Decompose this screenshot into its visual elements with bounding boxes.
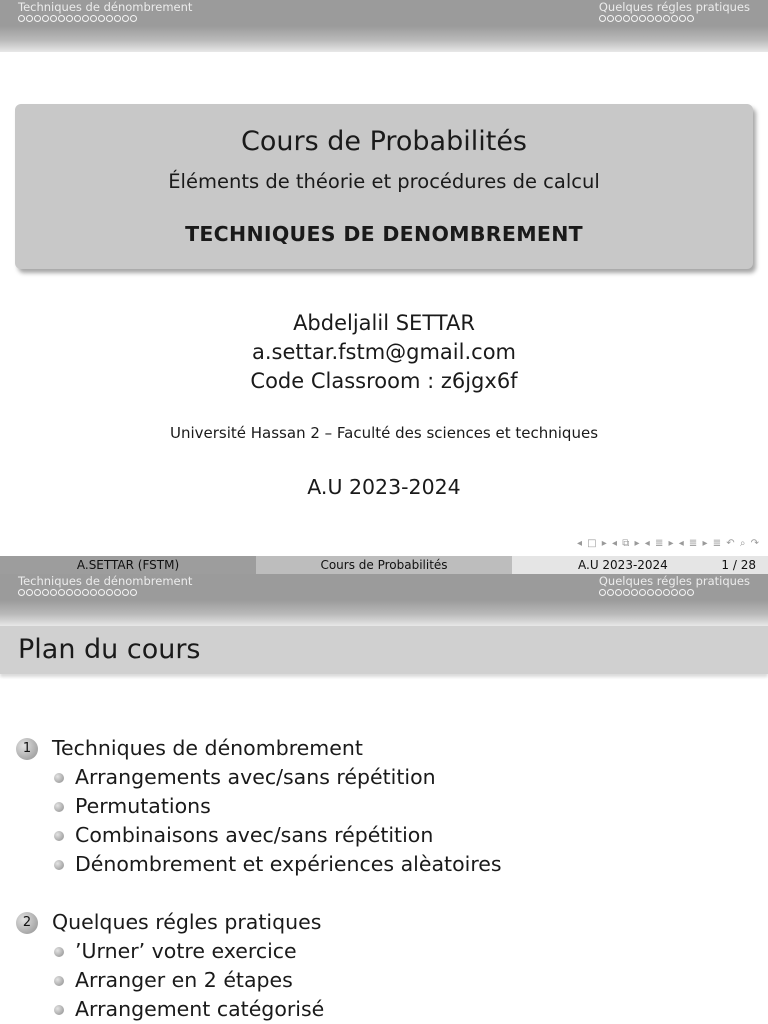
frame-dot-icon[interactable] (679, 15, 686, 22)
frame-dot-icon[interactable] (50, 589, 57, 596)
frame-dot-icon[interactable] (98, 15, 105, 22)
frame-dot-icon[interactable] (66, 589, 73, 596)
toc-section-title: Techniques de dénombrement (52, 736, 363, 760)
toc-subsection-title: ’Urner’ votre exercice (75, 939, 297, 963)
course-subtitle: Éléments de théorie et procédures de calcul (168, 170, 600, 193)
nav-frame-dots[interactable] (18, 589, 192, 596)
section-nav-icon[interactable]: ◂ ≣ ▸ (644, 538, 675, 549)
frame-dot-icon[interactable] (66, 15, 73, 22)
subsection-nav-icon[interactable]: ◂ ⧉ ▸ (612, 538, 641, 549)
frame-nav-icon[interactable]: ◂ □ ▸ (576, 538, 608, 549)
frame-dot-icon[interactable] (615, 15, 622, 22)
nav-section-regles[interactable] (599, 1, 750, 22)
frame-dot-icon[interactable] (615, 589, 622, 596)
bullet-icon (54, 773, 64, 783)
frame-dot-icon[interactable] (90, 589, 97, 596)
frame-dot-icon[interactable] (631, 15, 638, 22)
frame-dot-icon[interactable] (26, 589, 33, 596)
course-title: Cours de Probabilités (241, 126, 527, 157)
frame-dot-icon[interactable] (623, 15, 630, 22)
title-block (15, 104, 753, 269)
frame-dot-icon[interactable] (687, 15, 694, 22)
frame-dot-icon[interactable] (42, 589, 49, 596)
frame-title: Plan du cours (18, 634, 201, 665)
frame-dot-icon[interactable] (639, 589, 646, 596)
frame-dot-icon[interactable] (34, 15, 41, 22)
frame-dot-icon[interactable] (50, 15, 57, 22)
frame-dot-icon[interactable] (130, 15, 137, 22)
nav-frame-dots[interactable] (18, 15, 192, 22)
frame-dot-icon[interactable] (34, 589, 41, 596)
nav-section-regles[interactable] (599, 575, 750, 596)
frame-dot-icon[interactable] (607, 589, 614, 596)
author-email: a.settar.fstm@gmail.com (252, 340, 516, 364)
toc-subsection-title: Arrangements avec/sans répétition (75, 765, 436, 789)
bullet-icon (54, 976, 64, 986)
frame-dot-icon[interactable] (42, 15, 49, 22)
author-name: Abdeljalil SETTAR (293, 311, 475, 335)
frame-dot-icon[interactable] (655, 589, 662, 596)
search-undo-icon[interactable]: ↶ ⌕ ↷ (726, 538, 760, 549)
author-block (0, 309, 768, 396)
academic-year: A.U 2023-2024 (307, 475, 461, 499)
frame-dot-icon[interactable] (663, 589, 670, 596)
frame-dot-icon[interactable] (82, 15, 89, 22)
toc-subsection-title: Arrangement catégorisé (75, 997, 325, 1021)
nav-section-label: Techniques de dénombrement (18, 574, 193, 588)
frame-dot-icon[interactable] (647, 15, 654, 22)
frame-dot-icon[interactable] (671, 15, 678, 22)
frame-dot-icon[interactable] (599, 589, 606, 596)
subsection-list-nav-icon[interactable]: ◂ ≣ ▸ (678, 538, 709, 549)
outline-slide (0, 574, 768, 1024)
bullet-icon (54, 802, 64, 812)
frame-dot-icon[interactable] (106, 15, 113, 22)
frame-dot-icon[interactable] (26, 15, 33, 22)
frame-dot-icon[interactable] (639, 15, 646, 22)
slide-footer (0, 556, 768, 574)
footer-year: A.U 2023-2024 (578, 558, 668, 572)
institution: Université Hassan 2 – Faculté des sciences et techniques (169, 424, 599, 442)
nav-section-label: Quelques régles pratiques (598, 0, 750, 14)
nav-section-techniques[interactable] (18, 1, 192, 22)
toc-subsection-title: Permutations (75, 794, 211, 818)
frame-dot-icon[interactable] (607, 15, 614, 22)
frame-dot-icon[interactable] (655, 15, 662, 22)
section-number-badge: 2 (16, 912, 38, 934)
frame-title-bar (0, 626, 768, 674)
frame-dot-icon[interactable] (663, 15, 670, 22)
frame-dot-icon[interactable] (599, 15, 606, 22)
frame-dot-icon[interactable] (58, 15, 65, 22)
footer-author: A.SETTAR (FSTM) (0, 556, 256, 574)
nav-frame-dots[interactable] (599, 589, 750, 596)
section-number-badge: 1 (16, 738, 38, 760)
frame-dot-icon[interactable] (130, 589, 137, 596)
frame-dot-icon[interactable] (74, 15, 81, 22)
frame-dot-icon[interactable] (18, 589, 25, 596)
footer-course: Cours de Probabilités (256, 556, 512, 574)
nav-section-label: Techniques de dénombrement (18, 0, 193, 14)
footer-page-number: 1 / 28 (721, 558, 756, 572)
frame-dot-icon[interactable] (671, 589, 678, 596)
frame-dot-icon[interactable] (106, 589, 113, 596)
frame-dot-icon[interactable] (122, 15, 129, 22)
classroom-code: Code Classroom : z6jgx6f (250, 369, 518, 393)
frame-dot-icon[interactable] (631, 589, 638, 596)
beamer-navigation-symbols[interactable] (577, 538, 760, 549)
nav-section-label: Quelques régles pratiques (598, 574, 750, 588)
bullet-icon (54, 1005, 64, 1015)
section-navigation-bar (0, 0, 768, 52)
toc-subsection-title: Dénombrement et expériences alèatoires (75, 852, 502, 876)
toc-subsection-title: Combinaisons avec/sans répétition (75, 823, 434, 847)
document-nav-icon[interactable]: ≣ (712, 538, 723, 549)
frame-dot-icon[interactable] (647, 589, 654, 596)
frame-dot-icon[interactable] (82, 589, 89, 596)
toc-section-title: Quelques régles pratiques (52, 910, 322, 934)
frame-dot-icon[interactable] (679, 589, 686, 596)
frame-dot-icon[interactable] (18, 15, 25, 22)
frame-dot-icon[interactable] (687, 589, 694, 596)
bullet-icon (54, 947, 64, 957)
frame-dot-icon[interactable] (114, 15, 121, 22)
frame-dot-icon[interactable] (74, 589, 81, 596)
frame-dot-icon[interactable] (623, 589, 630, 596)
section-navigation-bar (0, 574, 768, 626)
nav-section-techniques[interactable] (18, 575, 192, 596)
frame-dot-icon[interactable] (98, 589, 105, 596)
footer-date-page (512, 556, 768, 574)
nav-frame-dots[interactable] (599, 15, 750, 22)
toc-subsection-title: Arranger en 2 étapes (75, 968, 293, 992)
chapter-title: TECHNIQUES DE DENOMBREMENT (185, 222, 583, 246)
bullet-icon (54, 860, 64, 870)
frame-dot-icon[interactable] (122, 589, 129, 596)
frame-dot-icon[interactable] (114, 589, 121, 596)
frame-dot-icon[interactable] (90, 15, 97, 22)
frame-dot-icon[interactable] (58, 589, 65, 596)
bullet-icon (54, 831, 64, 841)
